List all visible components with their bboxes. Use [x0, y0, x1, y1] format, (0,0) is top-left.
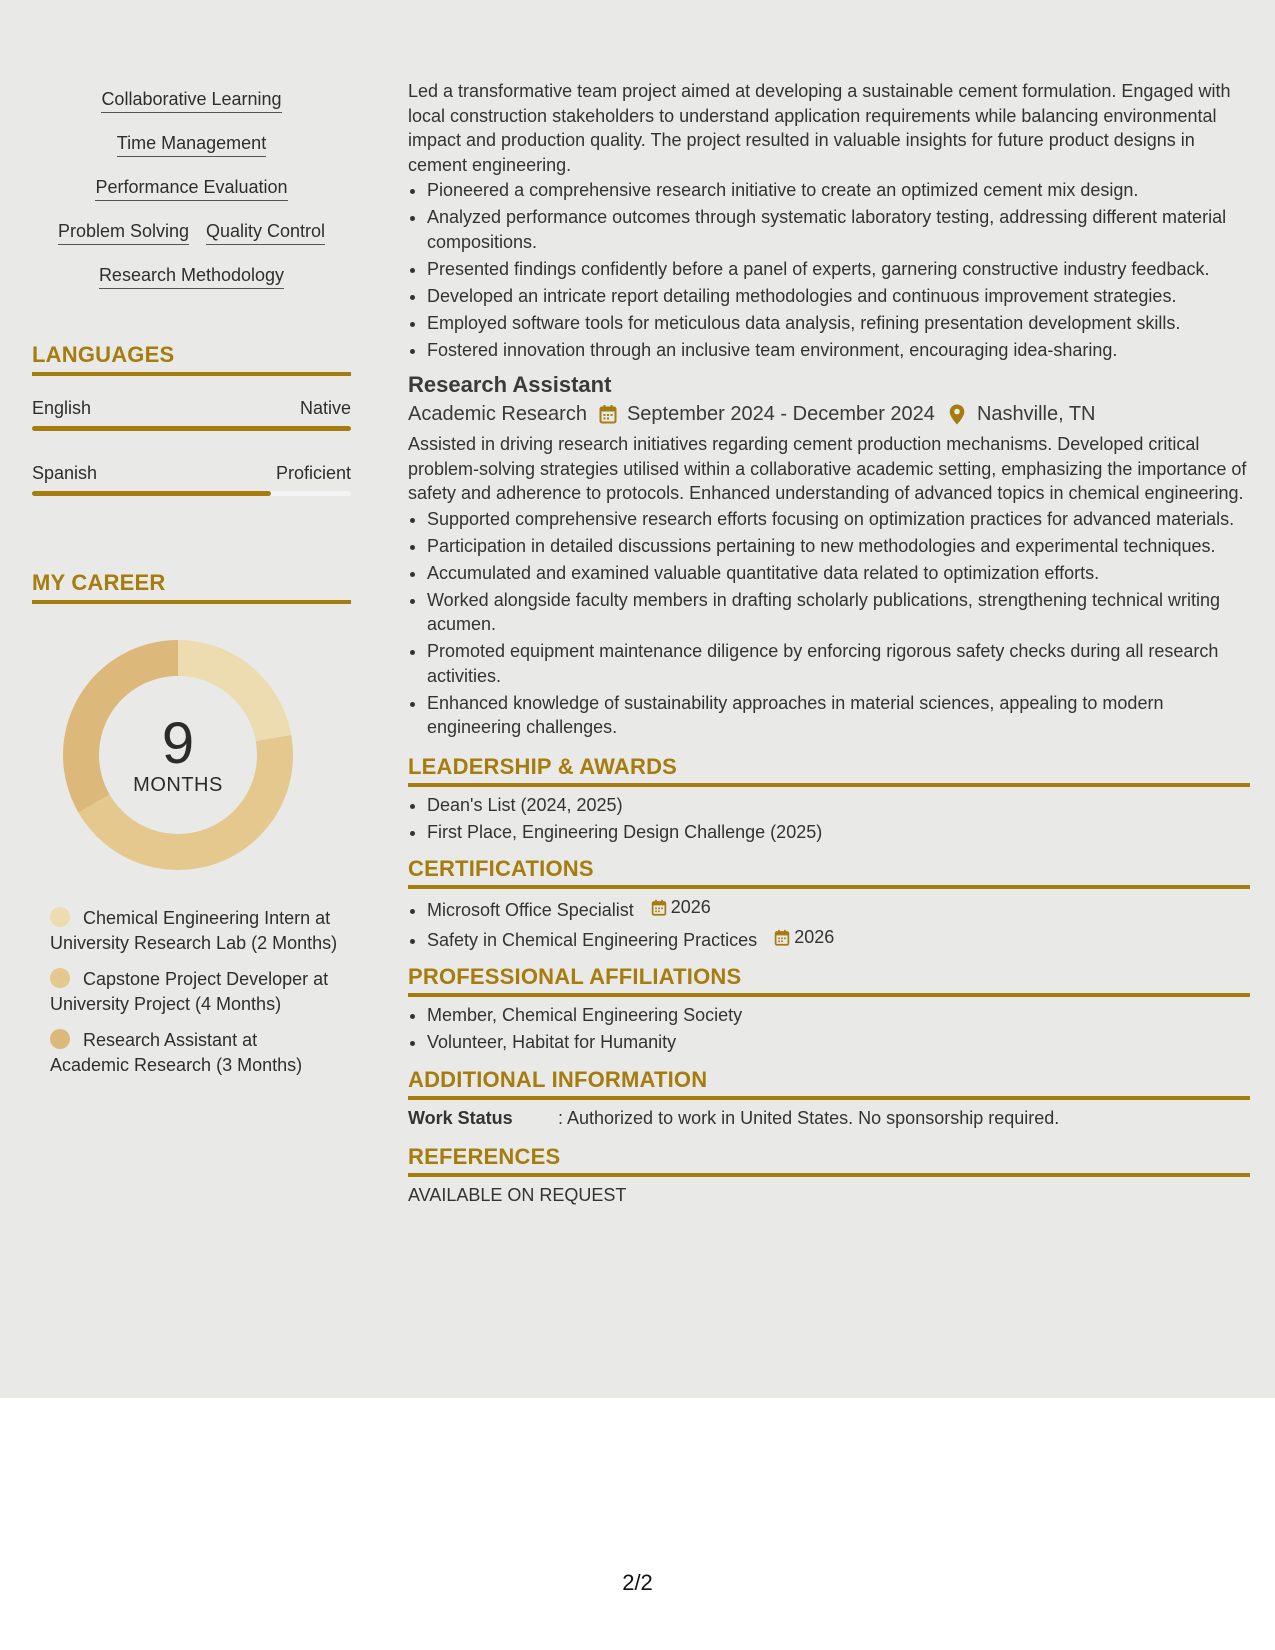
bullet-item: • Supported comprehensive research efforts focusing on optimization practices for advanced materials.	[427, 507, 1250, 532]
certification-item	[427, 925, 1250, 952]
job-summary: Assisted in driving research initiatives regarding cement production mechanisms. Developed critical problem-solving strategies utilised within a collaborative academic setting, emphasizing the importance of safety and adherence to protocols. Enhanced understanding of advanced topics in chemical engineering.	[408, 434, 1247, 503]
bullet-item: • Member, Chemical Engineering Society	[427, 1003, 1250, 1028]
language-name: English	[32, 398, 92, 418]
certifications-list	[408, 895, 1250, 952]
language-name: Spanish	[32, 463, 98, 483]
affiliations-heading: PROFESSIONAL AFFILIATIONS	[408, 964, 1250, 997]
career-total-unit: MONTHS	[133, 774, 223, 796]
skill-tag: Performance Evaluation	[95, 175, 287, 201]
skills-list	[32, 78, 351, 298]
legend-label: Chemical Engineering Intern at University Research Lab (2 Months)	[50, 908, 338, 953]
affiliations-list	[408, 1003, 1250, 1055]
job-title: Research Assistant	[408, 372, 612, 397]
project-bullets	[408, 178, 1250, 362]
bullet-item: • First Place, Engineering Design Challenge (2025)	[427, 820, 1250, 845]
career-heading: MY CAREER	[32, 570, 351, 604]
job-dates: September 2024 - December 2024	[626, 403, 935, 425]
job-meta	[408, 400, 1250, 428]
job-location: Nashville, TN	[976, 403, 1096, 425]
legend-item	[50, 967, 340, 1016]
bullet-item: • Pioneered a comprehensive research initiative to create an optimized cement mix design.	[427, 178, 1250, 203]
language-level: Native	[299, 398, 351, 418]
legend-item	[50, 906, 340, 955]
legend-dot	[50, 1029, 70, 1049]
languages-section	[32, 342, 351, 496]
language-bar-fill	[32, 426, 351, 431]
bullet-item: • Participation in detailed discussions pertaining to new methodologies and experimental techniques.	[427, 534, 1250, 559]
bullet-item: • Employed software tools for meticulous data analysis, refining presentation development skills.	[427, 311, 1250, 336]
legend-item	[50, 1028, 340, 1077]
bullet-item: • Developed an intricate report detailing methodologies and continuous improvement strategies.	[427, 284, 1250, 309]
additional-info-heading: ADDITIONAL INFORMATION	[408, 1067, 1250, 1100]
bullet-item: • Promoted equipment maintenance diligence by enforcing rigorous safety checks during all research activities.	[427, 639, 1250, 688]
left-column	[32, 78, 351, 1089]
language-item	[32, 396, 351, 431]
legend-label: Capstone Project Developer at University Project (4 Months)	[50, 969, 329, 1014]
work-status-row	[408, 1106, 1250, 1130]
legend-dot	[50, 907, 70, 927]
references-heading: REFERENCES	[408, 1144, 1250, 1177]
career-total-months: 9	[161, 711, 195, 776]
job-company: Academic Research	[408, 403, 587, 425]
bullet-item: • Accumulated and examined valuable quantitative data related to optimization efforts.	[427, 561, 1250, 586]
page-number: 2/2	[622, 1570, 653, 1595]
legend-label: Research Assistant at Academic Research (3 Months)	[50, 1030, 303, 1075]
calendar-icon	[599, 404, 617, 424]
location-pin-icon	[949, 404, 965, 425]
certification-name: Safety in Chemical Engineering Practices	[427, 929, 758, 950]
skill-tag: Collaborative Learning	[101, 87, 281, 113]
language-item	[32, 461, 351, 496]
references-text: AVAILABLE ON REQUEST	[408, 1184, 627, 1205]
skill-tag: Research Methodology	[99, 263, 284, 289]
work-status-label: Work Status	[408, 1107, 513, 1128]
right-column	[408, 79, 1250, 1207]
leadership-list	[408, 793, 1250, 845]
bullet-item: • Worked alongside faculty members in drafting scholarly publications, strengthening technical writing acumen.	[427, 588, 1250, 637]
bullet-item: • Enhanced knowledge of sustainability approaches in material sciences, appealing to modern engineering challenges.	[427, 691, 1250, 740]
certifications-heading: CERTIFICATIONS	[408, 856, 1250, 889]
bullet-item: • Volunteer, Habitat for Humanity	[427, 1030, 1250, 1055]
skill-tag: Quality Control	[206, 219, 325, 245]
certification-year: 2026	[670, 897, 711, 917]
calendar-icon	[774, 929, 790, 946]
project-summary: Led a transformative team project aimed at developing a sustainable cement formulation. Engaged with local construction stakeholders to understand application requirements while balancing environmental impact and production quality. The project resulted in valuable insights for future product designs in cement engineering.	[408, 81, 1231, 175]
language-bar	[32, 491, 351, 496]
career-section	[32, 570, 351, 1077]
work-status-value: : Authorized to work in United States. No sponsorship required.	[558, 1107, 1060, 1128]
bullet-item: • Dean's List (2024, 2025)	[427, 793, 1250, 818]
certification-item	[427, 895, 1250, 922]
certification-year: 2026	[794, 926, 835, 947]
language-bar	[32, 426, 351, 431]
languages-heading: LANGUAGES	[32, 342, 351, 376]
bullet-item: • Analyzed performance outcomes through systematic laboratory testing, addressing different material compositions.	[427, 205, 1250, 254]
calendar-icon	[651, 899, 667, 916]
legend-dot	[50, 968, 70, 988]
language-bar-fill	[32, 491, 271, 496]
bullet-item: • Fostered innovation through an inclusive team environment, encouraging idea-sharing.	[427, 338, 1250, 363]
certification-name: Microsoft Office Specialist	[427, 899, 634, 920]
leadership-heading: LEADERSHIP & AWARDS	[408, 754, 1250, 787]
skill-tag: Problem Solving	[58, 219, 189, 245]
language-level: Proficient	[275, 463, 351, 483]
skill-tag: Time Management	[117, 131, 266, 157]
career-donut-chart	[63, 640, 293, 870]
career-legend	[50, 906, 340, 1077]
bullet-item: • Presented findings confidently before a panel of experts, garnering constructive industry feedback.	[427, 257, 1250, 282]
job-bullets	[408, 507, 1250, 740]
